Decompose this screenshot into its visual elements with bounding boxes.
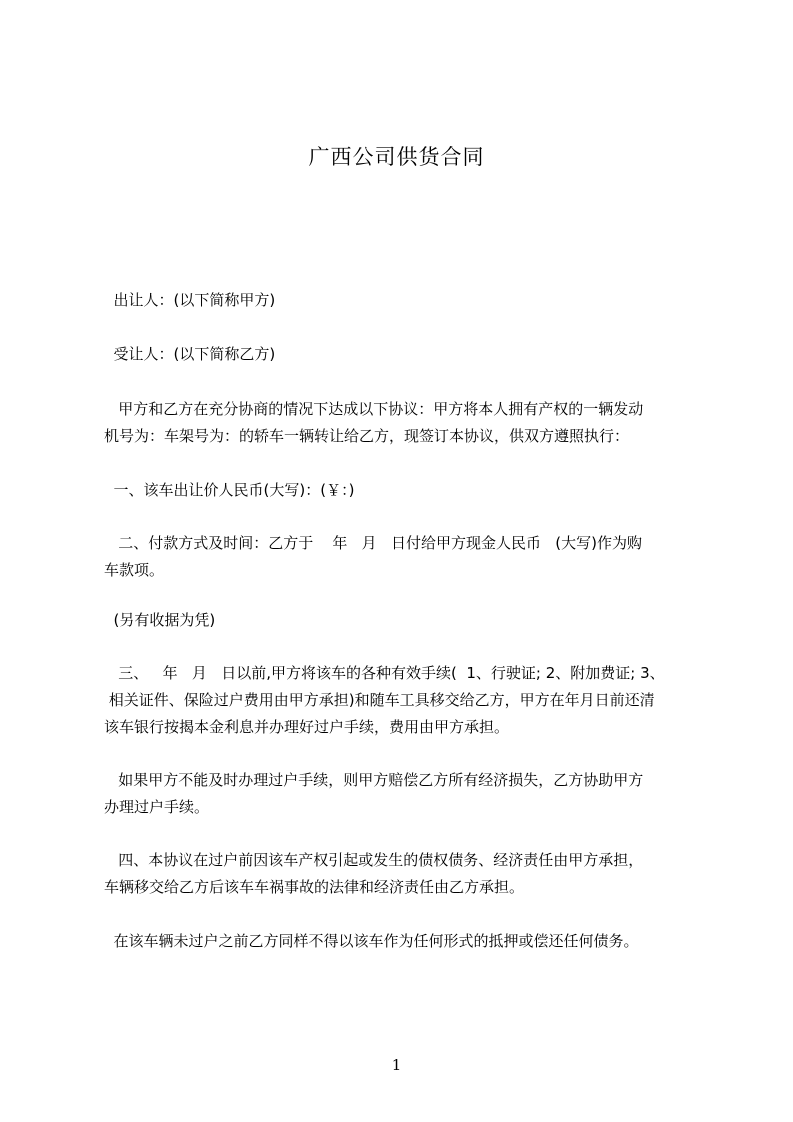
clause-3-line-1: 三、 年 月 日以前,甲方将该车的各种有效手续( 1、行驶证; 2、附加费证; 3、 [104,664,665,682]
clause-3-line-2: 相关证件、保险过户费用由甲方承担)和随车工具移交给乙方，甲方在年月日前还清 [104,691,655,709]
transfer-failure-line-1: 如果甲方不能及时办理过户手续，则甲方赔偿乙方所有经济损失，乙方协助甲方 [104,771,644,789]
buyer-line: 受让人：(以下简称乙方) [104,345,276,363]
clause-2-line-2: 车款项。 [104,561,165,579]
no-pledge-line: 在该车辆未过户之前乙方同样不得以该车作为任何形式的抵押或偿还任何债务。 [104,932,639,950]
transfer-failure-line-2: 办理过户手续。 [104,798,210,816]
receipt-note: (另有收据为凭) [104,611,216,629]
clause-4-line-2: 车辆移交给乙方后该车车祸事故的法律和经济责任由乙方承担。 [104,878,525,896]
agreement-line-2: 机号为：车架号为：的轿车一辆转让给乙方，现签订本协议，供双方遵照执行： [104,427,630,445]
clause-3-line-3: 该车银行按揭本金利息并办理好过户手续，费用由甲方承担。 [104,718,510,736]
page-title: 广西公司供货合同 [308,145,485,169]
clause-1: 一、该车出让价人民币(大写)：(￥：) [104,481,355,499]
clause-4-line-1: 四、本协议在过户前因该车产权引起或发生的债权债务、经济责任由甲方承担， [104,851,644,869]
page-number: 1 [391,1056,402,1074]
agreement-line-1: 甲方和乙方在充分协商的情况下达成以下协议：甲方将本人拥有产权的一辆发动 [104,400,644,418]
seller-line: 出让人：(以下简称甲方) [104,291,276,309]
clause-2-line-1: 二、付款方式及时间：乙方于 年 月 日付给甲方现金人民币 (大写)作为购 [104,534,642,552]
